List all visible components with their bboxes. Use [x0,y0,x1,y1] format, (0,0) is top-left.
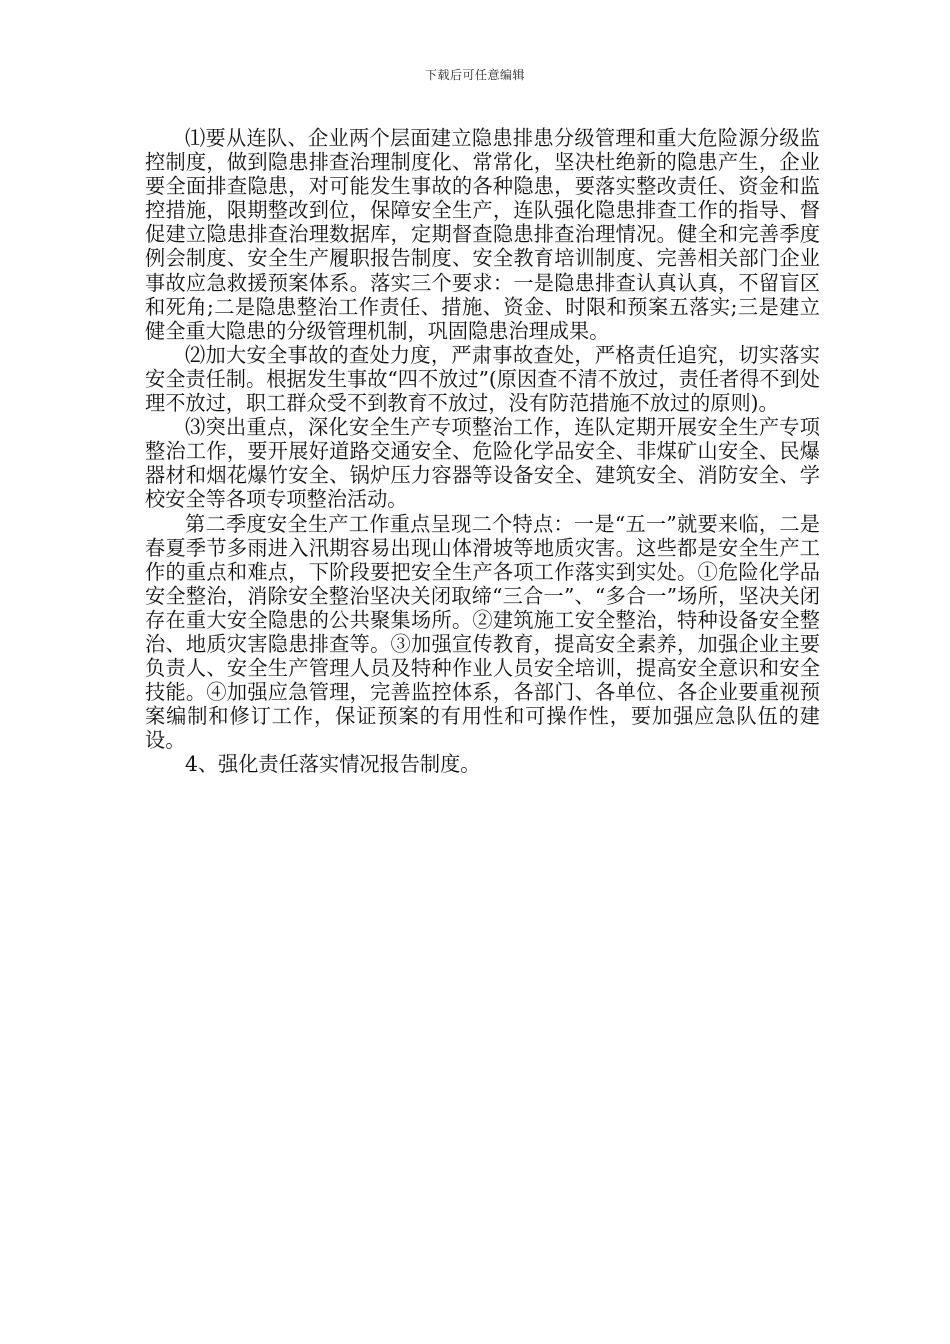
document-body [145,126,820,777]
paragraph-hazard-management: ⑴要从连队、企业两个层面建立隐患排患分级管理和重大危险源分级监控制度，做到隐患排查治理制度化、常常化，坚决杜绝新的隐患产生，企业要全面排查隐患，对可能发生事故的各种隐患，要落实整改责任、资金和监控措施，限期整改到位，保障安全生产，连队强化隐患排查工作的指导、督促建立隐患排查治理数据库，定期督查隐患排查治理情况。健全和完善季度例会制度、安全生产履职报告制度、安全教育培训制度、完善相关部门企业事故应急救援预案体系。落实三个要求：一是隐患排查认真认真，不留盲区和死角;二是隐患整治工作责任、措施、资金、时限和预案五落实;三是建立健全重大隐患的分级管理机制，巩固隐患治理成果。 [145,126,820,343]
paragraph-responsibility-reporting: 4、强化责任落实情况报告制度。 [185,752,481,777]
page-header: 下载后可任意编辑 [424,68,525,82]
paragraph-special-rectification: ⑶突出重点，深化安全生产专项整治工作，连队定期开展安全生产专项整治工作，要开展好道路交通安全、危险化学品安全、非煤矿山安全、民爆器材和烟花爆竹安全、锅炉压力容器等设备安全、建筑安全、消防安全、学校安全等各项专项整治活动。 [145,415,820,512]
paragraph-accident-investigation: ⑵加大安全事故的查处力度，严肃事故查处，严格责任追究，切实落实安全责任制。根据发生事故“四不放过”(原因查不清不放过，责任者得不到处理不放过，职工群众受不到教育不放过，没有防范措施不放过的原则)。 [145,342,820,416]
paragraph-second-quarter-focus: 第二季度安全生产工作重点呈现二个特点：一是“五一”就要来临，二是春夏季节多雨进入汛期容易出现山体滑坡等地质灾害。这些都是安全生产工作的重点和难点，下阶段要把安全生产各项工作落实到实处。①危险化学品安全整治，消除安全整治坚决关闭取缔“三合一”、“多合一”场所，坚决关闭存在重大安全隐患的公共聚集场所。②建筑施工安全整治，特种设备安全整治、地质灾害隐患排查等。③加强宣传教育，提高安全素养，加强企业主要负责人、安全生产管理人员及特种作业人员安全培训，提高安全意识和安全技能。④加强应急管理，完善监控体系，各部门、各单位、各企业要重视预案编制和修订工作，保证预案的有用性和可操作性，要加强应急队伍的建设。 [145,511,820,753]
